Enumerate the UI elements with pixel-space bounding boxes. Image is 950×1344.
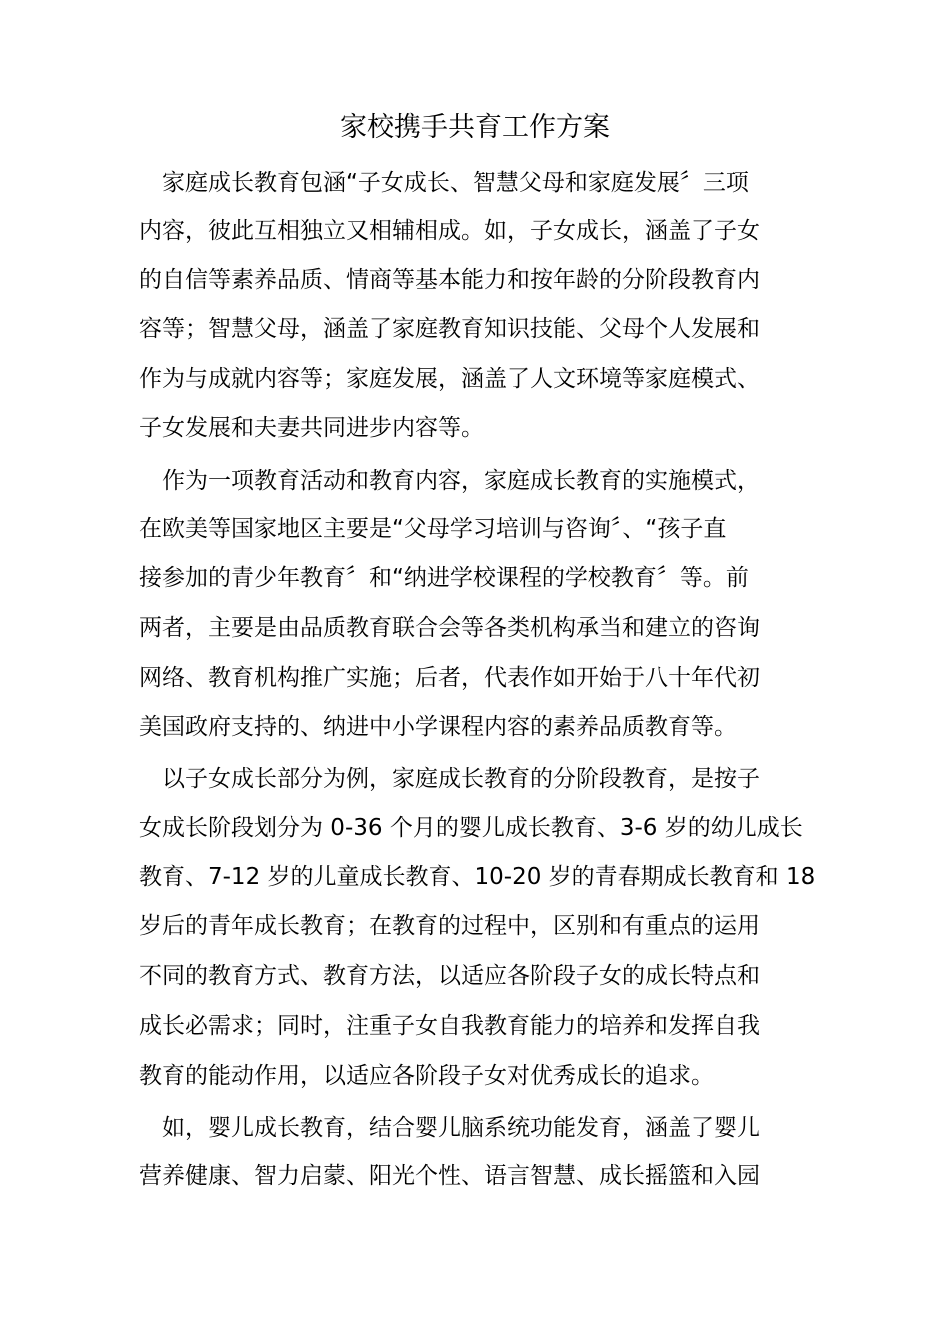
paragraph-line: 不同的教育方式、教育方法，以适应各阶段子女的成长特点和 — [139, 963, 760, 989]
paragraph-line: 以子女成长部分为例，家庭成长教育的分阶段教育，是按子 — [139, 766, 760, 792]
paragraph-line: 接参加的青少年教育〞和“纳进学校课程的学校教育〞等。前 — [139, 565, 749, 591]
paragraph-line: 如，婴儿成长教育，结合婴儿脑系统功能发育，涵盖了婴儿 — [139, 1115, 760, 1141]
paragraph-line: 作为一项教育活动和教育内容，家庭成长教育的实施模式， — [139, 468, 760, 494]
paragraph-line: 岁后的青年成长教育；在教育的过程中，区别和有重点的运用 — [139, 913, 760, 939]
paragraph-line: 教育的能动作用，以适应各阶段子女对优秀成长的追求。 — [139, 1063, 714, 1089]
paragraph-line: 营养健康、智力启蒙、阳光个性、语言智慧、成长摇篮和入园 — [139, 1163, 760, 1189]
paragraph-line: 作为与成就内容等；家庭发展，涵盖了人文环境等家庭模式、 — [139, 366, 760, 392]
paragraph-line: 网络、教育机构推广实施；后者，代表作如开始于八十年代初 — [139, 665, 760, 691]
paragraph-line: 女成长阶段划分为 0-36 个月的婴儿成长教育、3-6 岁的幼儿成长 — [139, 815, 803, 841]
paragraph-line: 容等；智慧父母，涵盖了家庭教育知识技能、父母个人发展和 — [139, 316, 760, 342]
paragraph-line: 家庭成长教育包涵“子女成长、智慧父母和家庭发展〞三项 — [139, 170, 749, 196]
paragraph-line: 两者，主要是由品质教育联合会等各类机构承当和建立的咨询 — [139, 615, 760, 641]
paragraph-line: 的自信等素养品质、情商等基本能力和按年龄的分阶段教育内 — [139, 267, 760, 293]
paragraph-line: 在欧美等国家地区主要是“父母学习培训与咨询〞、“孩子直 — [139, 516, 727, 542]
paragraph-line: 教育、7-12 岁的儿童成长教育、10-20 岁的青春期成长教育和 18 — [139, 864, 816, 890]
paragraph-line: 子女发展和夫妻共同进步内容等。 — [139, 415, 484, 441]
paragraph-line: 内容，彼此互相独立又相辅相成。如，子女成长，涵盖了子女 — [139, 218, 760, 244]
document-title: 家校携手共育工作方案 — [340, 112, 610, 143]
paragraph-line: 成长必需求；同时，注重子女自我教育能力的培养和发挥自我 — [139, 1013, 760, 1039]
paragraph-line: 美国政府支持的、纳进中小学课程内容的素养品质教育等。 — [139, 714, 737, 740]
